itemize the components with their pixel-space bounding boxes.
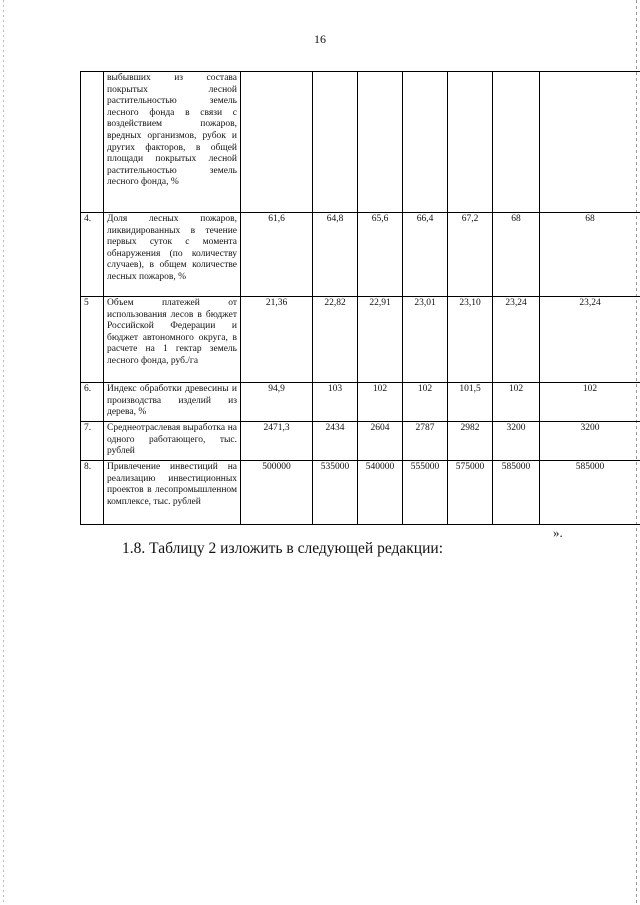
value-cell: 540000	[358, 461, 403, 525]
value-cell: 555000	[403, 461, 448, 525]
scan-edge-left	[3, 0, 4, 905]
table-row	[81, 461, 640, 525]
value-cell	[540, 72, 640, 213]
value-cell: 66,4	[403, 213, 448, 297]
value-cell: 23,10	[448, 297, 493, 383]
row-description: Доля лесных пожаров, ликвидированных в течение первых суток с момента обнаружения (по количеству случаев), в общем количестве лесных пожаров, %	[104, 213, 241, 297]
value-cell	[241, 72, 313, 213]
value-cell: 102	[358, 383, 403, 422]
value-cell: 2434	[313, 422, 358, 461]
value-cell: 3200	[540, 422, 640, 461]
value-cell: 21,36	[241, 297, 313, 383]
value-cell: 22,82	[313, 297, 358, 383]
value-cell	[448, 72, 493, 213]
row-number: 7.	[81, 422, 104, 461]
value-cell: 68	[540, 213, 640, 297]
page-number: 16	[314, 32, 326, 46]
row-number: 6.	[81, 383, 104, 422]
table-row	[81, 297, 640, 383]
value-cell: 575000	[448, 461, 493, 525]
value-cell: 94,9	[241, 383, 313, 422]
value-cell	[358, 72, 403, 213]
value-cell	[403, 72, 448, 213]
table-row	[81, 72, 640, 213]
value-cell: 23,24	[493, 297, 540, 383]
row-description: Индекс обработки древесины и производства изделий из дерева, %	[104, 383, 241, 422]
value-cell: 103	[313, 383, 358, 422]
value-cell: 22,91	[358, 297, 403, 383]
value-cell: 2604	[358, 422, 403, 461]
value-cell: 102	[403, 383, 448, 422]
row-number	[81, 72, 104, 213]
table-row	[81, 383, 640, 422]
value-cell: 61,6	[241, 213, 313, 297]
row-number: 4.	[81, 213, 104, 297]
value-cell: 2982	[448, 422, 493, 461]
value-cell: 102	[493, 383, 540, 422]
table-row	[81, 213, 640, 297]
value-cell: 2787	[403, 422, 448, 461]
value-cell: 23,01	[403, 297, 448, 383]
value-cell	[493, 72, 540, 213]
value-cell: 68	[493, 213, 540, 297]
row-description: Среднеотраслевая выработка на одного работающего, тыс. рублей	[104, 422, 241, 461]
value-cell: 65,6	[358, 213, 403, 297]
value-cell: 23,24	[540, 297, 640, 383]
value-cell	[313, 72, 358, 213]
table-body	[81, 72, 640, 525]
value-cell: 535000	[313, 461, 358, 525]
value-cell: 2471,3	[241, 422, 313, 461]
indicators-table	[80, 71, 640, 525]
row-description: Объем платежей от использования лесов в бюджет Российской Федерации и бюджет автономного округа, в расчете на 1 гектар земель лесного фонда, руб./га	[104, 297, 241, 383]
value-cell: 102	[540, 383, 640, 422]
value-cell: 585000	[540, 461, 640, 525]
amendment-instruction: 1.8. Таблицу 2 изложить в следующей редакции:	[122, 540, 443, 557]
value-cell: 585000	[493, 461, 540, 525]
value-cell: 67,2	[448, 213, 493, 297]
row-description: Привлечение инвестиций на реализацию инвестиционных проектов в лесопромышленном комплексе, тыс. рублей	[104, 461, 241, 525]
closing-quote: ».	[553, 525, 563, 540]
row-description: выбывших из состава покрытых лесной растительностью земель лесного фонда в связи с воздействием пожаров, вредных организмов, рубок и других факторов, в общей площади покрытых лесной растительностью земель лесного фонда, %	[104, 72, 241, 213]
value-cell: 500000	[241, 461, 313, 525]
value-cell: 101,5	[448, 383, 493, 422]
row-number: 8.	[81, 461, 104, 525]
table-row	[81, 422, 640, 461]
row-number: 5	[81, 297, 104, 383]
value-cell: 64,8	[313, 213, 358, 297]
value-cell: 3200	[493, 422, 540, 461]
